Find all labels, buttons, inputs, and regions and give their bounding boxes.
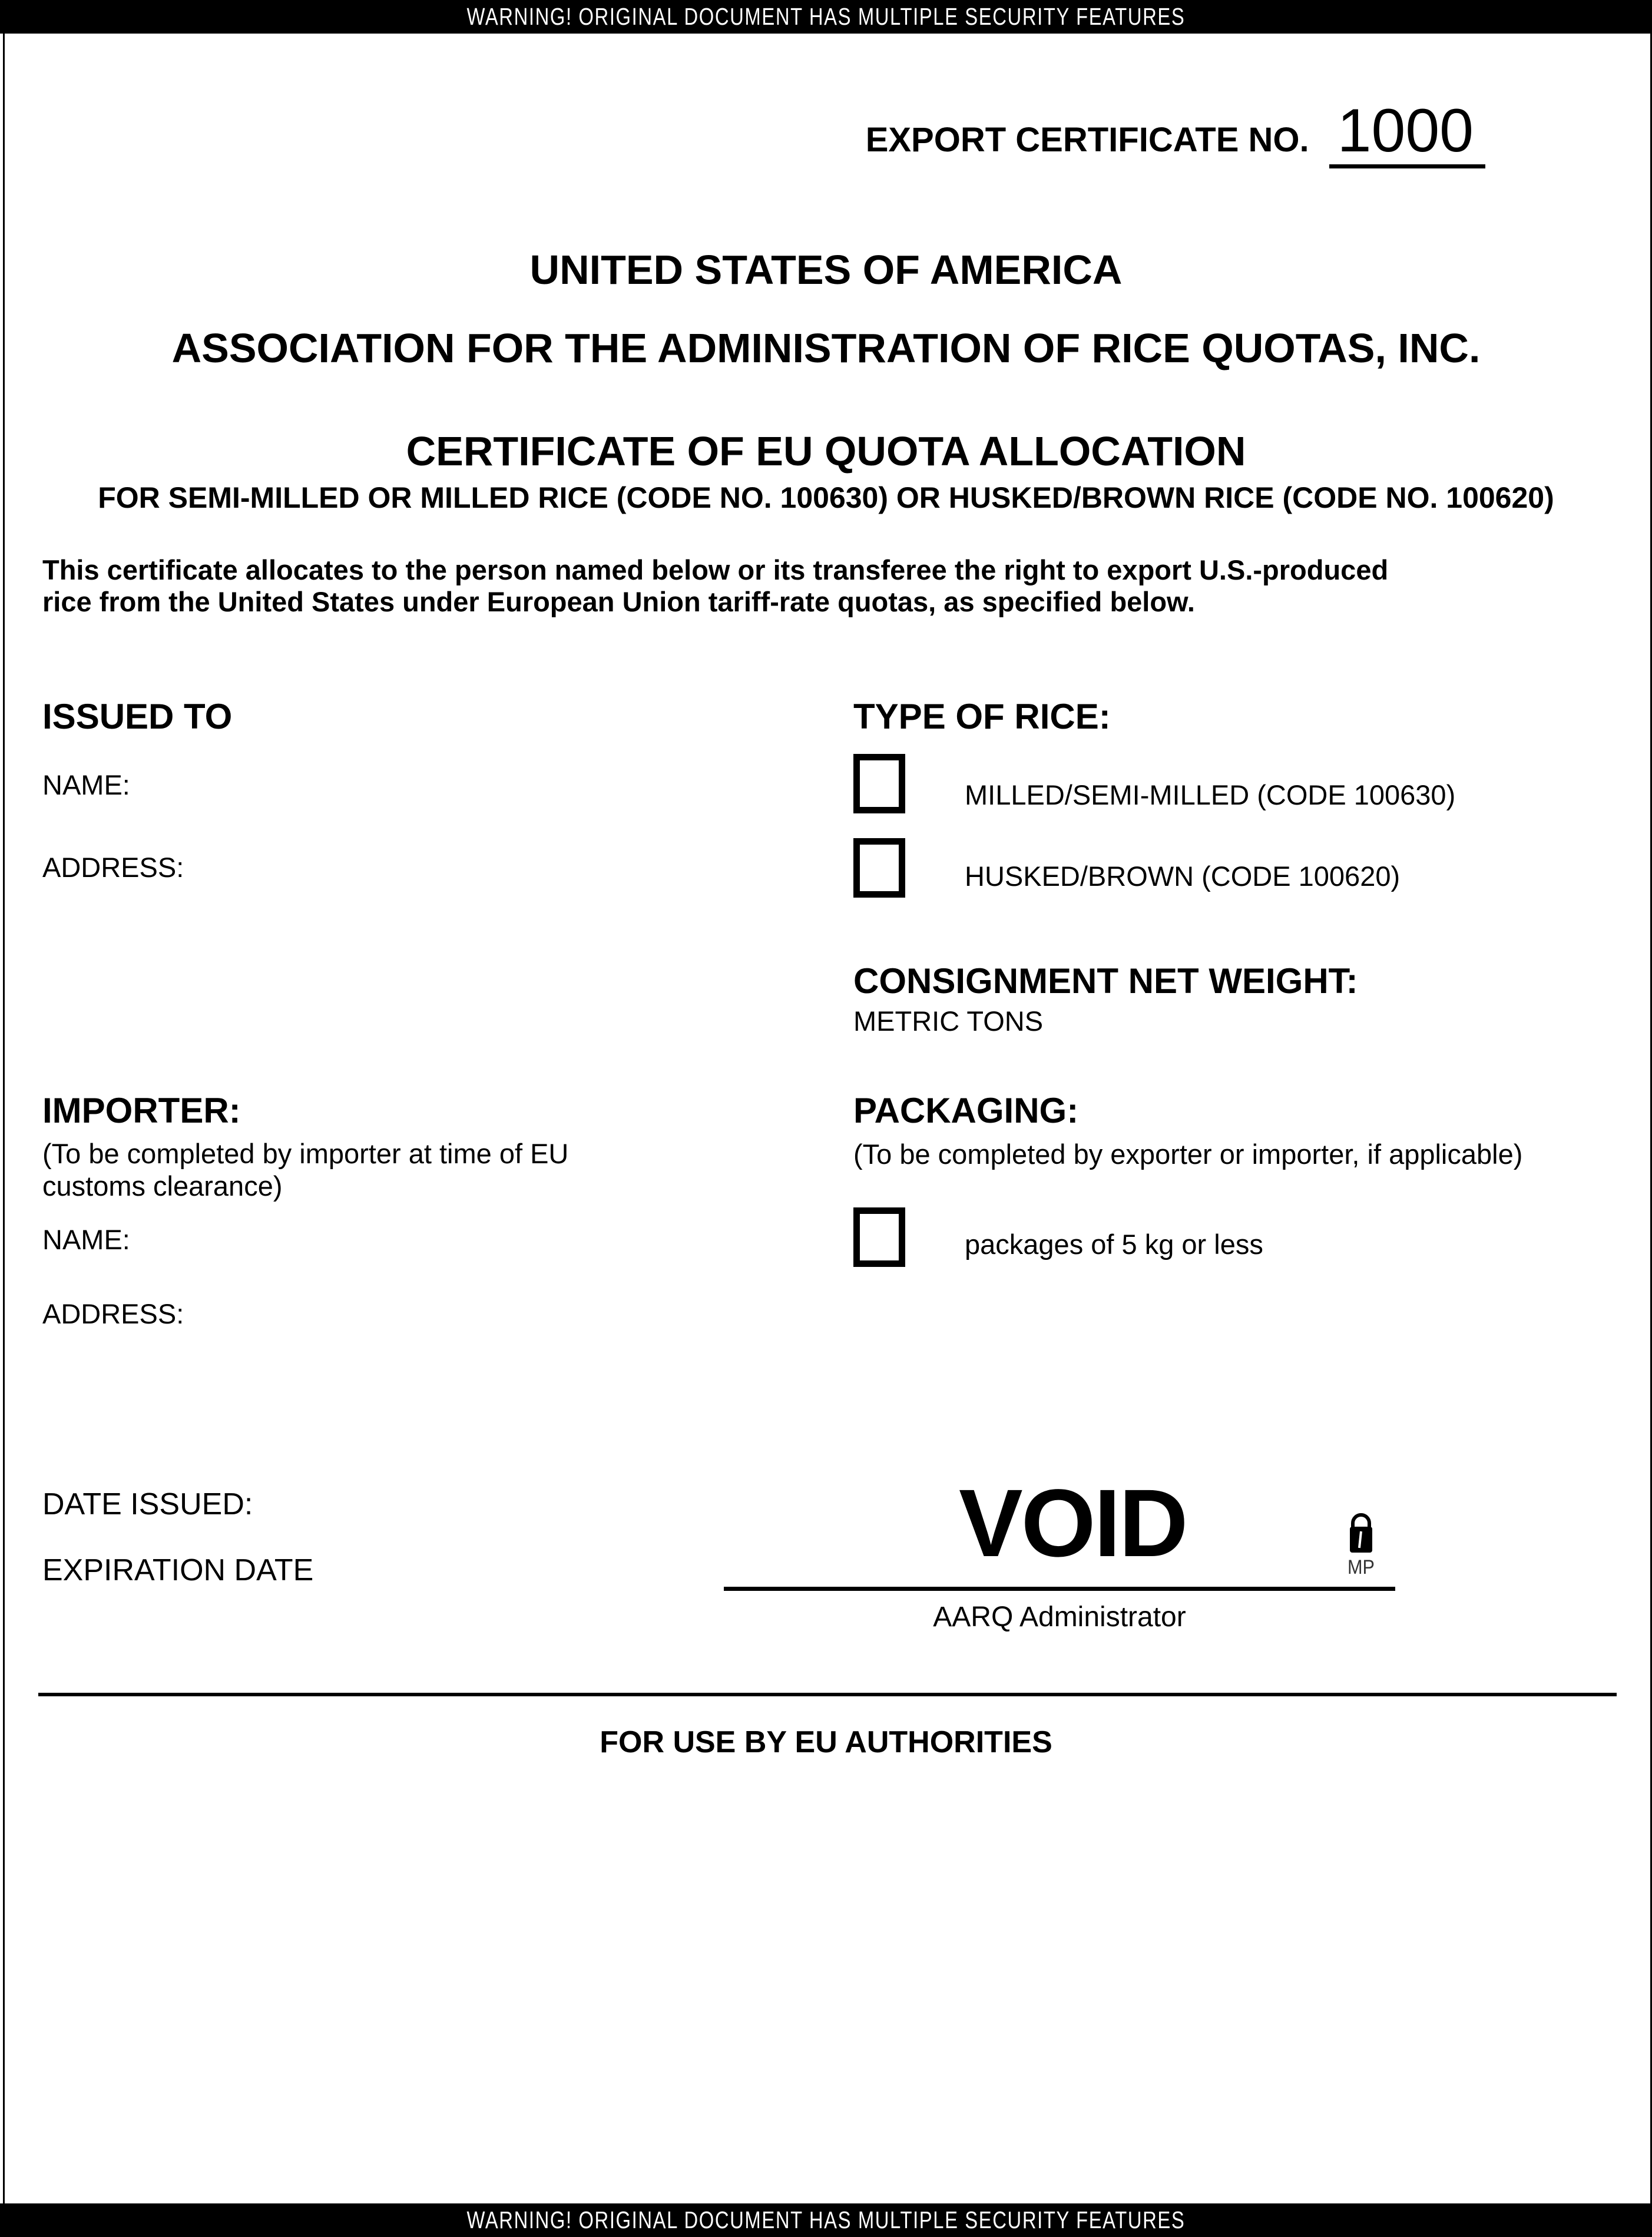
intro-line-2: rice from the United States under European Union tariff-rate quotas, as specified below. [42, 586, 1195, 618]
security-seal [1345, 1511, 1378, 1558]
husked-brown-checkbox[interactable] [853, 838, 905, 898]
organization-heading: ASSOCIATION FOR THE ADMINISTRATION OF RICE QUOTAS, INC. [171, 325, 1481, 371]
issued-to-heading: ISSUED TO [42, 697, 233, 736]
type-of-rice-heading: TYPE OF RICE: [853, 697, 1111, 736]
packages-5kg-checkbox[interactable] [853, 1207, 905, 1267]
intro-paragraph [42, 554, 1388, 618]
packages-5kg-label: packages of 5 kg or less [965, 1229, 1263, 1260]
intro-line-1: This certificate allocates to the person named below or its transferee the right to export U.S.-produced [42, 554, 1389, 585]
certificate-subtitle: FOR SEMI-MILLED OR MILLED RICE (CODE NO. 100630) OR HUSKED/BROWN RICE (CODE NO. 100620) [98, 481, 1554, 514]
signature-line [724, 1587, 1395, 1591]
section-divider [38, 1693, 1617, 1696]
milled-semi-milled-label: MILLED/SEMI-MILLED (CODE 100630) [965, 779, 1456, 810]
void-stamp: VOID [959, 1469, 1187, 1577]
top-warning-banner [0, 0, 1652, 34]
importer-heading: IMPORTER: [42, 1091, 241, 1130]
importer-address-label: ADDRESS: [42, 1298, 184, 1329]
bottom-warning-banner [0, 2203, 1652, 2237]
consignment-unit-label: METRIC TONS [853, 1005, 1044, 1037]
certificate-number-line [866, 99, 1485, 168]
certificate-number-label: EXPORT CERTIFICATE NO. [865, 121, 1309, 159]
packaging-heading: PACKAGING: [853, 1091, 1079, 1130]
expiration-date-label: EXPIRATION DATE [42, 1553, 314, 1587]
milled-semi-milled-checkbox[interactable] [853, 754, 905, 813]
padlock-icon [1346, 1511, 1376, 1555]
importer-note-line-1: (To be completed by importer at time of EU [42, 1138, 569, 1169]
importer-note-line-2: customs clearance) [42, 1170, 283, 1202]
issued-to-name-label: NAME: [42, 769, 130, 800]
consignment-heading: CONSIGNMENT NET WEIGHT: [853, 961, 1358, 1001]
certificate-number-value: 1000 [1329, 99, 1485, 168]
date-issued-label: DATE ISSUED: [42, 1487, 253, 1521]
packaging-note: (To be completed by exporter or importer, if applicable) [853, 1139, 1523, 1170]
country-heading: UNITED STATES OF AMERICA [529, 247, 1123, 293]
importer-note [42, 1138, 568, 1203]
seal-monogram: MP [1348, 1556, 1375, 1579]
top-warning-text: WARNING! ORIGINAL DOCUMENT HAS MULTIPLE SECURITY FEATURES [466, 3, 1186, 30]
importer-name-label: NAME: [42, 1224, 130, 1255]
husked-brown-label: HUSKED/BROWN (CODE 100620) [965, 861, 1401, 892]
bottom-warning-text: WARNING! ORIGINAL DOCUMENT HAS MULTIPLE SECURITY FEATURES [466, 2206, 1186, 2233]
eu-authorities-heading: FOR USE BY EU AUTHORITIES [600, 1725, 1052, 1759]
signer-title: AARQ Administrator [933, 1601, 1186, 1633]
issued-to-address-label: ADDRESS: [42, 852, 184, 883]
certificate-title: CERTIFICATE OF EU QUOTA ALLOCATION [406, 428, 1246, 474]
